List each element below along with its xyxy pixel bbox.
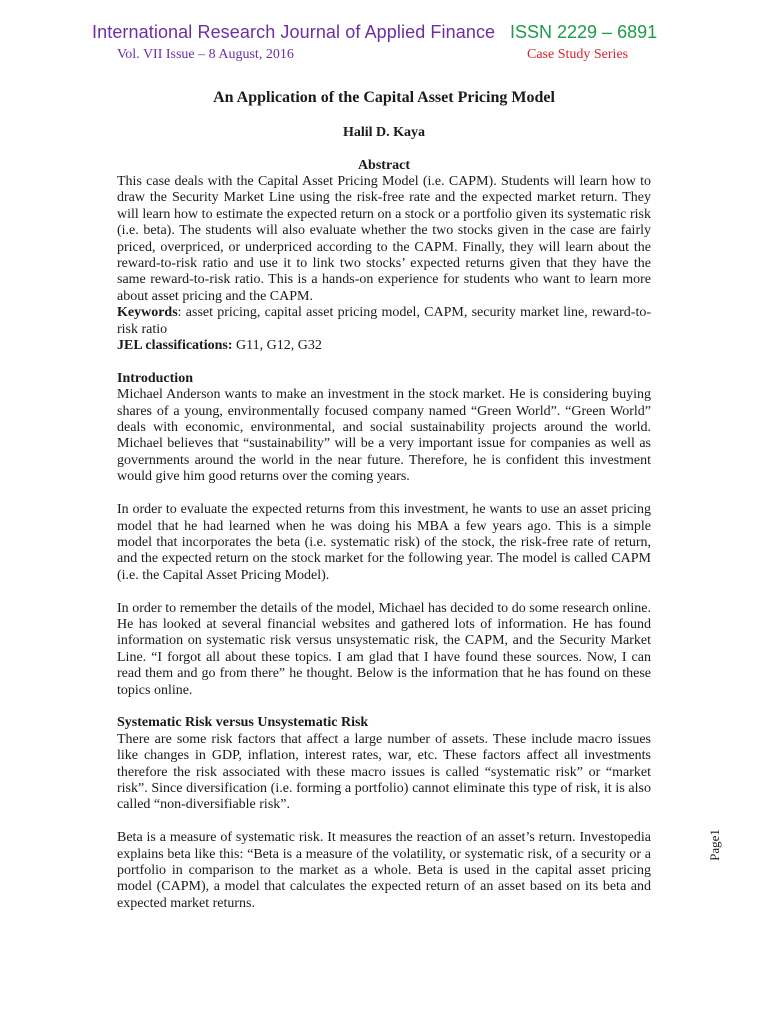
intro-paragraph-3: In order to remember the details of the model, Michael has decided to do some research online. He has looked at several financial websites and gathered lots of information. He has found information on systematic risk versus unsystematic risk, the CAPM, and the Security Market Line. “I forgot all about these topics. I am glad that I have found these sources. Now, I can read them and go from there” he thought. Below is the information that he has found on these topics online.: [117, 600, 651, 698]
page-number-label: Page1: [707, 829, 722, 861]
introduction-heading: Introduction: [117, 370, 193, 386]
journal-title: International Research Journal of Applied Finance: [92, 22, 496, 42]
intro-paragraph-2: In order to evaluate the expected returns from this investment, he wants to use an asset pricing model that he had learned when he was doing his MBA a few years ago. This is a simple model that incorporates the beta (i.e. systematic risk) of the stock, the risk-free rate of return, and the expected return on the stock market for the following year. The model is called CAPM (i.e. the Capital Asset Pricing Model).: [117, 502, 651, 583]
abstract-text: This case deals with the Capital Asset Pricing Model (i.e. CAPM). Students will learn how to draw the Security Market Line using the risk-free rate and the expected market return. They will learn how to estimate the expected return on a stock or a portfolio given its systematic risk (i.e. beta). The students will also evaluate whether the two stocks given in the case are fairly priced, overpriced, or underpriced according to the CAPM. Finally, they will learn about the reward-to-risk ratio and use it to link two stocks’ expected returns given that they have the same reward-to-risk ratio. This is a hands-on experience for students who want to learn more about asset pricing and the CAPM.: [117, 174, 651, 304]
series-label: Case Study Series: [527, 47, 629, 62]
jel-line: [117, 338, 651, 354]
abstract-heading: Abstract: [357, 158, 411, 173]
keywords-text: : asset pricing, capital asset pricing model, CAPM, security market line, reward-to-risk ratio: [117, 305, 651, 337]
author-name: Halil D. Kaya: [342, 125, 426, 140]
risk-paragraph-2: Beta is a measure of systematic risk. It measures the reaction of an asset’s return. Investopedia explains beta like this: “Beta is a measure of the volatility, or systematic risk, of a security or a portfolio in comparison to the market as a whole. Beta is used in the capital asset pricing model (CAPM), a model that calculates the expected return of an asset based on its beta and expected market returns.: [117, 830, 651, 911]
systematic-risk-heading: Systematic Risk versus Unsystematic Risk: [117, 715, 369, 731]
issn-number: ISSN 2229 – 6891: [510, 22, 658, 42]
keywords-line: [117, 305, 651, 338]
intro-paragraph-1: Michael Anderson wants to make an investment in the stock market. He is considering buying shares of a young, environmentally focused company named “Green World”. “Green World” deals with economic, environmental, and social sustainability projects around the world. Michael believes that “sustainability” will be a very important issue for companies as well as governments around the world in the near future. Therefore, he is confident this investment would give him good returns over the coming years.: [117, 387, 651, 485]
keywords-label: Keywords: [117, 305, 178, 321]
paper-title: An Application of the Capital Asset Pricing Model: [213, 89, 555, 106]
jel-label: JEL classifications:: [117, 338, 233, 354]
paper-body: [117, 174, 651, 912]
risk-paragraph-1: There are some risk factors that affect a large number of assets. These include macro issues like changes in GDP, inflation, interest rates, war, etc. These factors affect all investments therefore the risk associated with these macro issues is called “systematic risk” or “market risk”. Since diversification (i.e. forming a portfolio) cannot eliminate this type of risk, it is also called “non-diversifiable risk”.: [117, 731, 651, 813]
volume-issue-date: Vol. VII Issue – 8 August, 2016: [117, 47, 294, 62]
jel-text: G11, G12, G32: [232, 338, 322, 354]
